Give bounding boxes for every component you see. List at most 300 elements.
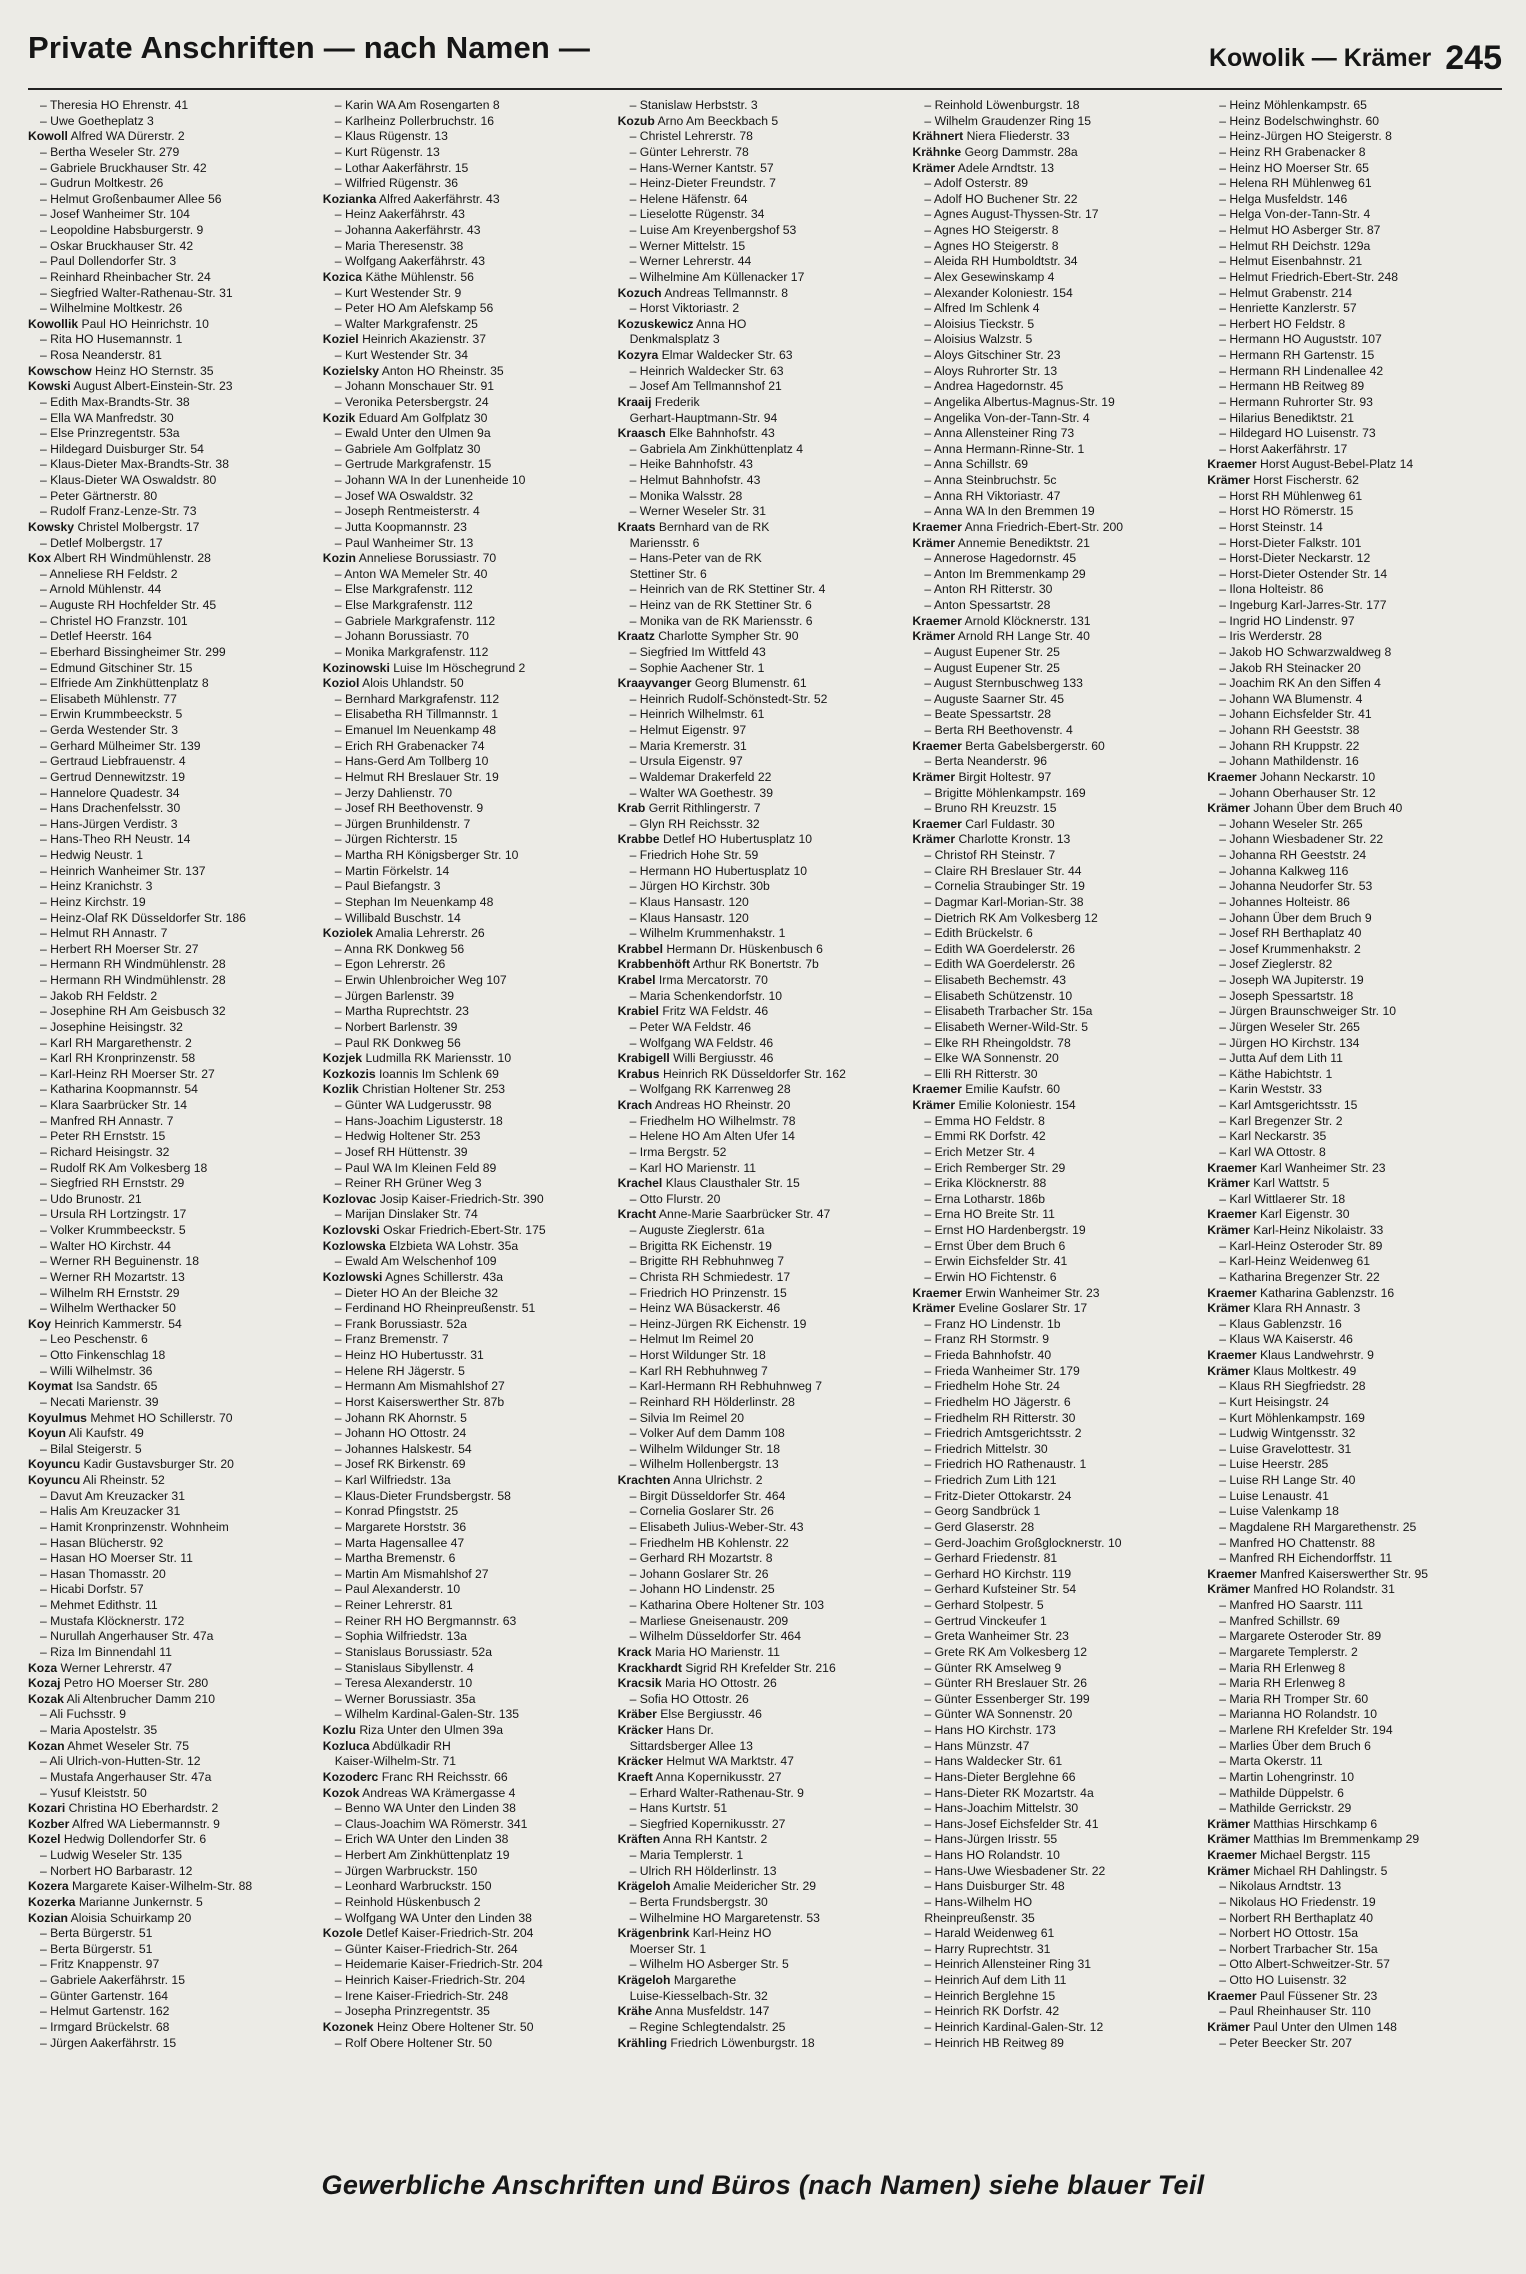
listing-text: Helmut Eisenbahnstr. 21	[1229, 254, 1363, 269]
listing-entry	[912, 989, 1201, 1005]
listing-entry	[618, 239, 907, 255]
listing-text: Otto Albert-Schweitzer-Str. 57	[1229, 1957, 1390, 1972]
listing-entry	[912, 192, 1201, 208]
listing-text: Norbert Trarbacher Str. 15a	[1229, 1941, 1378, 1956]
listing-entry	[1207, 629, 1496, 645]
listing-text: Josef RH Beethovenstr. 9	[344, 801, 484, 816]
listing-text: Magdalene RH Margarethenstr. 25	[1229, 1519, 1417, 1534]
listing-text: Erwin Uhlenbroicher Weg 107	[344, 973, 507, 987]
listing-text: Claire RH Breslauer Str. 44	[934, 863, 1082, 878]
listing-text: Edith Max-Brandts-Str. 38	[50, 394, 190, 409]
listing-entry	[1207, 207, 1496, 223]
listing-text: Josef Am Tellmannshof 21	[639, 379, 782, 394]
listing-text: Elke RH Rheingoldstr. 78	[934, 1035, 1071, 1050]
listing-text: Agnes HO Steigerstr. 8	[933, 223, 1059, 237]
listing-text: Fritz Knappenstr. 97	[50, 1957, 160, 1972]
surname: Kraeft	[617, 1769, 653, 1784]
listing-text: Manfred RH Eichendorffstr. 11	[1229, 1551, 1393, 1566]
listing-text: Helmut RH Breslauer Str. 19	[344, 769, 499, 784]
listing-text: Günter RK Amselweg 9	[934, 1660, 1062, 1675]
listing-text: Paul RK Donkweg 56	[344, 1035, 461, 1050]
surname: Kraemer	[1207, 769, 1257, 784]
listing-text: Heinrich Wanheimer Str. 137	[50, 863, 206, 878]
listing-entry	[28, 1332, 317, 1348]
listing-entry	[28, 426, 317, 442]
listing-entry	[28, 989, 317, 1005]
listing-entry	[912, 1520, 1201, 1536]
listing-text: Helmut Grabenstr. 214	[1229, 285, 1352, 300]
listing-text: Gerhard Mülheimer Str. 139	[50, 738, 201, 753]
surname: Koyuncu	[28, 1457, 81, 1472]
listing-entry	[618, 1504, 907, 1520]
listing-entry	[1207, 786, 1496, 802]
listing-entry	[912, 1207, 1201, 1223]
listing-text: Annemie Benediktstr. 21	[957, 535, 1090, 550]
listing-entry	[323, 114, 612, 130]
listing-entry	[323, 1348, 612, 1364]
listing-entry	[1207, 1661, 1496, 1677]
listing-entry	[618, 582, 907, 598]
listing-entry	[1207, 1536, 1496, 1552]
listing-text: Anna WA In den Bremmen 19	[933, 504, 1095, 519]
listing-text: Horst Viktoriastr. 2	[639, 301, 740, 316]
surname: Kräber	[617, 1707, 657, 1722]
listing-entry	[912, 1067, 1201, 1083]
listing-entry	[912, 1754, 1201, 1770]
listing-text: Katharina Gablenzstr. 16	[1260, 1285, 1395, 1300]
listing-text: Sigrid RH Krefelder Str. 216	[685, 1660, 836, 1675]
listing-text: Helmut Bahnhofstr. 43	[639, 473, 761, 487]
listing-text: Johann Über dem Bruch 9	[1229, 910, 1372, 925]
listing-text: Hans-Jürgen Verdistr. 3	[50, 816, 178, 831]
listing-text: Luise RH Lange Str. 40	[1229, 1473, 1356, 1487]
listing-text: Jakob HO Schwarzwaldweg 8	[1229, 644, 1392, 659]
listing-text: Willibald Buschstr. 14	[344, 910, 461, 925]
listing-text: Jürgen HO Kirchstr. 134	[1229, 1035, 1360, 1050]
listing-entry	[28, 1942, 317, 1958]
listing-entry	[323, 1114, 612, 1130]
listing-entry	[618, 254, 907, 270]
listing-entry	[618, 1786, 907, 1802]
listing-text: Johann Eichsfelder Str. 41	[1229, 707, 1372, 722]
listing-entry	[28, 411, 317, 427]
directory-column	[28, 98, 323, 2158]
listing-entry	[323, 1879, 612, 1895]
listing-text: Berta RH Beethovenstr. 4	[934, 723, 1073, 737]
listing-text: Emanuel Im Neuenkamp 48	[344, 723, 497, 737]
listing-entry	[1207, 1692, 1496, 1708]
listing-text: Klaus Hansastr. 120	[639, 910, 749, 925]
listing-entry	[323, 770, 612, 786]
listing-text: Elke Bahnhofstr. 43	[669, 426, 775, 441]
listing-entry	[1207, 911, 1496, 927]
listing-text: Helmut WA Marktstr. 47	[666, 1754, 794, 1769]
listing-entry	[1207, 1254, 1496, 1270]
listing-entry	[28, 1098, 317, 1114]
listing-entry	[618, 1301, 907, 1317]
listing-text: Petro HO Moerser Str. 280	[63, 1676, 209, 1691]
listing-entry	[618, 176, 907, 192]
listing-entry	[28, 1864, 317, 1880]
listing-entry	[618, 1364, 907, 1380]
listing-entry	[28, 598, 317, 614]
listing-entry	[28, 582, 317, 598]
listing-entry	[618, 1192, 907, 1208]
listing-entry	[1207, 1457, 1496, 1473]
surname-entry	[912, 770, 1201, 786]
listing-entry	[1207, 1973, 1496, 1989]
listing-entry	[912, 1957, 1201, 1973]
listing-entry	[618, 1957, 907, 1973]
listing-entry	[912, 504, 1201, 520]
listing-entry	[323, 457, 612, 473]
listing-text: Edith Brückelstr. 6	[934, 926, 1033, 941]
surname-entry	[323, 411, 612, 427]
listing-entry	[912, 254, 1201, 270]
listing-text: Karin WA Am Rosengarten 8	[344, 98, 500, 112]
listing-text: Otto Flurstr. 20	[639, 1191, 721, 1206]
listing-entry	[618, 1801, 907, 1817]
listing-text: Käthe Mühlenstr. 56	[365, 269, 474, 284]
listing-entry	[1207, 411, 1496, 427]
listing-text: Erwin Krummbeeckstr. 5	[50, 707, 183, 722]
surname-entry	[912, 629, 1201, 645]
listing-text: Martha Ruprechtstr. 23	[344, 1004, 469, 1019]
listing-entry	[912, 2020, 1201, 2036]
listing-text: Auguste Zieglerstr. 61a	[639, 1223, 765, 1237]
surname-entry	[618, 1645, 907, 1661]
listing-entry	[323, 1911, 612, 1927]
listing-text: Johann Monschauer Str. 91	[344, 379, 495, 394]
listing-text: Harry Ruprechtstr. 31	[934, 1941, 1051, 1956]
listing-text: Heinrich Waldecker Str. 63	[639, 363, 784, 378]
listing-entry	[323, 1020, 612, 1036]
listing-entry	[618, 1848, 907, 1864]
listing-text: Adolf HO Buchener Str. 22	[933, 191, 1078, 206]
listing-entry	[1207, 1192, 1496, 1208]
listing-entry	[28, 957, 317, 973]
listing-text: Siegfried Kopernikusstr. 27	[639, 1816, 786, 1831]
listing-text: Josephine RH Am Geisbusch 32	[50, 1004, 226, 1019]
listing-entry	[912, 98, 1201, 114]
listing-text: Werner Lehrerstr. 44	[639, 254, 752, 269]
directory-column	[618, 98, 913, 2158]
listing-entry	[1207, 1801, 1496, 1817]
listing-entry	[28, 1223, 317, 1239]
listing-entry	[28, 1082, 317, 1098]
listing-text: Karl-Heinz RH Moerser Str. 27	[50, 1066, 215, 1081]
surname-entry	[1207, 1582, 1496, 1598]
listing-entry	[28, 801, 317, 817]
listing-entry	[618, 1379, 907, 1395]
listing-entry	[1207, 1786, 1496, 1802]
surname: Krabiel	[617, 1004, 659, 1019]
listing-text: Maria RH Erlenweg 8	[1229, 1676, 1346, 1691]
listing-entry	[1207, 942, 1496, 958]
listing-entry	[912, 239, 1201, 255]
listing-text: Johann RK Ahornstr. 5	[344, 1410, 467, 1425]
listing-entry	[912, 1895, 1201, 1911]
listing-text: Wilhelm Werthacker 50	[50, 1301, 176, 1316]
listing-text: Gabriele Am Golfplatz 30	[344, 441, 481, 456]
listing-text: Ali Kaufstr. 49	[68, 1426, 144, 1441]
listing-entry	[1207, 1473, 1496, 1489]
listing-entry	[912, 1161, 1201, 1177]
listing-text: Karl Bregenzer Str. 2	[1229, 1113, 1343, 1128]
listing-entry	[1207, 1770, 1496, 1786]
surname: Kowski	[28, 379, 71, 394]
listing-entry	[323, 1457, 612, 1473]
surname-entry	[28, 1879, 317, 1895]
listing-entry	[912, 1036, 1201, 1052]
listing-text: Hildegard HO Luisenstr. 73	[1229, 426, 1376, 441]
listing-entry	[618, 457, 907, 473]
listing-text: Frieda Wanheimer Str. 179	[934, 1363, 1080, 1378]
listing-entry	[28, 786, 317, 802]
listing-text: Jürgen Weseler Str. 265	[1229, 1019, 1360, 1034]
listing-text: Iris Werderstr. 28	[1229, 629, 1322, 644]
listing-text: Hans HO Rolandstr. 10	[934, 1848, 1060, 1862]
listing-entry	[912, 1457, 1201, 1473]
listing-text: Martin Lohengrinstr. 10	[1229, 1769, 1355, 1784]
listing-text: Josephine Heisingstr. 32	[50, 1019, 183, 1034]
surname: Krab	[617, 801, 646, 816]
listing-text: Stanislaw Herbststr. 3	[639, 98, 758, 112]
listing-entry	[323, 1145, 612, 1161]
surname: Kozak	[28, 1691, 64, 1706]
listing-entry	[28, 1489, 317, 1505]
listing-text: Ursula Eigenstr. 97	[639, 754, 743, 769]
listing-entry	[912, 1989, 1201, 2005]
footer-note: Gewerbliche Anschriften und Büros (nach Namen) siehe blauer Teil	[321, 2170, 1205, 2200]
listing-entry	[618, 1114, 907, 1130]
listing-text: Oskar Friedrich-Ebert-Str. 175	[383, 1223, 546, 1237]
listing-entry	[618, 1567, 907, 1583]
listing-entry	[912, 395, 1201, 411]
listing-entry	[28, 817, 317, 833]
listing-entry	[618, 129, 907, 145]
listing-text: Brigitte RH Rebhuhnweg 7	[639, 1254, 785, 1269]
listing-text: Walter WA Goethestr. 39	[639, 785, 773, 800]
listing-text: Heinz-Jürgen HO Steigerstr. 8	[1229, 129, 1392, 144]
listing-text: Helena RH Mühlenweg 61	[1229, 176, 1372, 191]
listing-text: Hans-Wilhelm HO	[934, 1894, 1033, 1909]
listing-text: Ewald Unter den Ulmen 9a	[344, 426, 491, 441]
listing-text: Werner Lehrerstr. 47	[60, 1660, 173, 1675]
listing-entry	[618, 223, 907, 239]
surname: Kozuskewicz	[617, 316, 694, 331]
listing-text: Michael Bergstr. 115	[1260, 1848, 1371, 1862]
listing-text: Edmund Gitschiner Str. 15	[50, 660, 193, 675]
listing-text: Hedwig Dollendorfer Str. 6	[63, 1832, 207, 1847]
listing-entry	[323, 1207, 612, 1223]
listing-text: Horst Aakerfährstr. 17	[1229, 441, 1348, 456]
listing-text: Siegfried Walter-Rathenau-Str. 31	[50, 285, 233, 300]
listing-entry	[323, 739, 612, 755]
surname-entry	[323, 1786, 612, 1802]
listing-text: Friedrich Amtsgerichtsstr. 2	[934, 1426, 1082, 1441]
listing-text: Hans Dr.	[666, 1723, 714, 1737]
listing-entry	[323, 1567, 612, 1583]
listing-entry	[912, 1707, 1201, 1723]
listing-text: Wilhelmine HO Margaretenstr. 53	[639, 1910, 820, 1925]
listing-entry	[1207, 114, 1496, 130]
listing-text: Marianna HO Rolandstr. 10	[1229, 1707, 1378, 1722]
surname: Koyulmus	[28, 1410, 87, 1425]
listing-entry	[1207, 520, 1496, 536]
listing-entry	[28, 1051, 317, 1067]
listing-entry	[28, 1707, 317, 1723]
listing-entry	[323, 754, 612, 770]
listing-entry	[912, 1176, 1201, 1192]
entry-continuation	[618, 1942, 907, 1958]
surname-entry	[28, 1676, 317, 1692]
listing-entry	[1207, 332, 1496, 348]
surname-entry	[1207, 1989, 1496, 2005]
surname-entry	[1207, 1848, 1496, 1864]
listing-entry	[1207, 817, 1496, 833]
listing-text: Helga Musfeldstr. 146	[1229, 191, 1348, 206]
listing-text: Paul WA Im Kleinen Feld 89	[344, 1160, 497, 1175]
listing-text: Ewald Am Welschenhof 109	[344, 1254, 497, 1269]
listing-text: Anna Schillstr. 69	[933, 457, 1029, 472]
listing-entry	[28, 661, 317, 677]
listing-text: Ursula RH Lortzingstr. 17	[50, 1207, 187, 1222]
listing-text: Margarete Horststr. 36	[344, 1519, 467, 1534]
listing-text: Anton HO Rheinstr. 35	[381, 363, 504, 378]
listing-text: Frederik	[654, 394, 700, 409]
listing-text: Luise-Kiesselbach-Str. 32	[629, 1988, 768, 2003]
listing-text: Fritz-Dieter Ottokarstr. 24	[934, 1488, 1072, 1503]
listing-text: Karl Amtsgerichtsstr. 15	[1229, 1098, 1358, 1112]
surname: Krämer	[1207, 1363, 1250, 1378]
listing-entry	[1207, 129, 1496, 145]
surname-entry	[1207, 1223, 1496, 1239]
listing-text: Heinrich Kardinal-Galen-Str. 12	[934, 2019, 1104, 2034]
surname-entry	[1207, 1817, 1496, 1833]
surname-entry	[323, 926, 612, 942]
listing-text: Jerzy Dahlienstr. 70	[344, 785, 452, 800]
listing-text: Gabriele Markgrafenstr. 112	[344, 613, 496, 628]
listing-text: Agnes Schillerstr. 43a	[385, 1269, 503, 1284]
listing-entry	[1207, 973, 1496, 989]
listing-entry	[912, 1504, 1201, 1520]
listing-text: Veronika Petersbergstr. 24	[344, 394, 489, 409]
listing-text: Lothar Aakerfährstr. 15	[344, 160, 469, 175]
listing-entry	[1207, 98, 1496, 114]
listing-text: Carl Fuldastr. 30	[965, 816, 1055, 831]
listing-text: Agnes August-Thyssen-Str. 17	[933, 207, 1099, 222]
surname: Krähnert	[912, 129, 964, 144]
listing-entry	[618, 1020, 907, 1036]
listing-entry	[912, 645, 1201, 661]
listing-entry	[912, 473, 1201, 489]
listing-text: Brigitte Möhlenkampstr. 169	[934, 785, 1086, 800]
listing-text: Leopoldine Habsburgerstr. 9	[50, 223, 204, 237]
listing-text: Wilhelm RH Ernststr. 29	[50, 1285, 180, 1300]
listing-text: Hamit Kronprinzenstr. Wohnheim	[50, 1519, 229, 1534]
listing-entry	[912, 1567, 1201, 1583]
listing-text: Horst-Dieter Ostender Str. 14	[1229, 566, 1388, 581]
listing-entry	[323, 614, 612, 630]
surname: Kozlu	[322, 1723, 356, 1737]
listing-text: Hilarius Benediktstr. 21	[1229, 410, 1355, 425]
listing-text: Heinz Kranichstr. 3	[50, 879, 153, 894]
surname: Koyun	[28, 1426, 66, 1441]
listing-text: Paul Rheinhauser Str. 110	[1229, 2004, 1371, 2019]
surname-entry	[912, 1301, 1201, 1317]
listing-text: Horst Wildunger Str. 18	[639, 1348, 766, 1362]
listing-entry	[28, 2004, 317, 2020]
listing-entry	[1207, 1317, 1496, 1333]
surname: Kozera	[28, 1879, 69, 1894]
listing-text: Gertrud Dennewitzstr. 19	[50, 769, 185, 784]
surname: Krägenbrink	[617, 1926, 690, 1941]
surname-entry	[618, 1754, 907, 1770]
listing-entry	[28, 332, 317, 348]
listing-entry	[1207, 864, 1496, 880]
listing-entry	[618, 207, 907, 223]
listing-entry	[1207, 707, 1496, 723]
surname: Krackhardt	[617, 1660, 682, 1675]
listing-text: Johann RH Kruppstr. 22	[1229, 738, 1360, 753]
listing-text: Aloisius Walzstr. 5	[933, 332, 1033, 347]
listing-entry	[618, 1692, 907, 1708]
listing-entry	[28, 1957, 317, 1973]
surname: Kozyra	[617, 348, 659, 362]
listing-text: Else Prinzregentstr. 53a	[50, 426, 180, 441]
surname-entry	[618, 286, 907, 302]
listing-text: Arnold Klöcknerstr. 131	[964, 613, 1091, 628]
listing-text: Hans Drachenfelsstr. 30	[50, 801, 181, 816]
listing-text: Ingeburg Karl-Jarres-Str. 177	[1229, 598, 1387, 612]
listing-text: Karl-Heinz Weidenweg 61	[1229, 1254, 1371, 1269]
surname-entry	[323, 192, 612, 208]
listing-entry	[618, 1489, 907, 1505]
surname: Kozub	[617, 113, 655, 128]
listing-text: Gerhart-Hauptmann-Str. 94	[629, 410, 778, 425]
listing-text: August Sternbuschweg 133	[933, 676, 1083, 691]
listing-entry	[1207, 1676, 1496, 1692]
listing-entry	[912, 661, 1201, 677]
listing-entry	[912, 1473, 1201, 1489]
listing-entry	[28, 1348, 317, 1364]
listing-text: Hans-Theo RH Neustr. 14	[50, 832, 191, 847]
listing-text: Martha RH Königsberger Str. 10	[344, 848, 519, 862]
listing-entry	[323, 223, 612, 239]
listing-entry	[28, 1582, 317, 1598]
listing-text: Friedrich Löwenburgstr. 18	[670, 2035, 815, 2050]
surname-entry	[28, 1895, 317, 1911]
listing-entry	[912, 1832, 1201, 1848]
surname-entry	[618, 348, 907, 364]
surname-entry	[28, 1317, 317, 1333]
surname-entry	[1207, 1301, 1496, 1317]
listing-text: Elisabeth Trarbacher Str. 15a	[934, 1004, 1093, 1019]
listing-text: Friedrich HO Prinzenstr. 15	[639, 1285, 787, 1300]
listing-entry	[1207, 989, 1496, 1005]
listing-text: Horst RH Mühlenweg 61	[1229, 488, 1363, 503]
listing-text: Johann WA Blumenstr. 4	[1229, 691, 1363, 706]
listing-entry	[1207, 192, 1496, 208]
listing-text: Johann Goslarer Str. 26	[639, 1566, 769, 1581]
listing-text: Johanna RH Geeststr. 24	[1229, 848, 1367, 862]
listing-entry	[323, 129, 612, 145]
listing-entry	[28, 98, 317, 114]
listing-text: Otto Finkenschlag 18	[50, 1348, 166, 1362]
listing-text: Wilhelm Wildunger Str. 18	[639, 1441, 780, 1456]
listing-text: Gerhard Friedenstr. 81	[934, 1551, 1058, 1566]
